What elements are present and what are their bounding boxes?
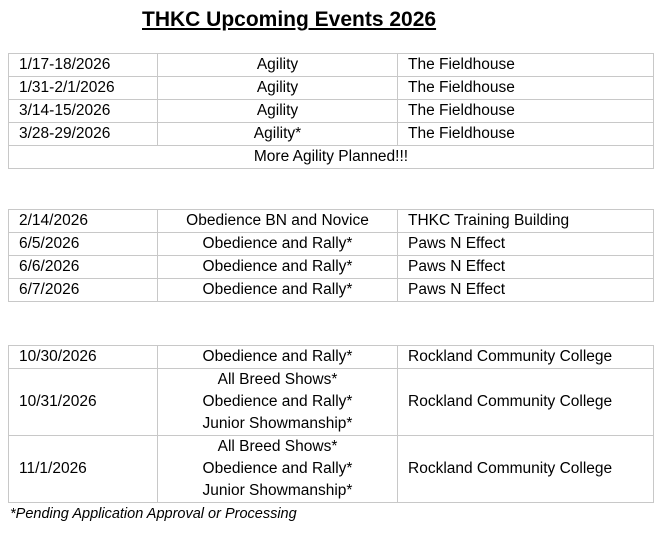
event-type: Agility* — [158, 123, 398, 146]
event-location: Rockland Community College — [398, 436, 654, 503]
table-row — [9, 436, 654, 503]
event-location: THKC Training Building — [398, 210, 654, 233]
event-date: 2/14/2026 — [9, 210, 158, 233]
table-row — [9, 146, 654, 169]
event-date: 10/31/2026 — [9, 369, 158, 436]
event-date: 3/28-29/2026 — [9, 123, 158, 146]
event-type: Agility — [158, 54, 398, 77]
event-date: 1/17-18/2026 — [9, 54, 158, 77]
event-location: Paws N Effect — [398, 233, 654, 256]
event-location: The Fieldhouse — [398, 100, 654, 123]
event-line: Junior Showmanship* — [202, 482, 353, 499]
footnote: *Pending Application Approval or Processing — [10, 506, 297, 522]
event-location: Paws N Effect — [398, 256, 654, 279]
table-row — [9, 123, 654, 146]
event-date: 11/1/2026 — [9, 436, 158, 503]
event-date: 1/31-2/1/2026 — [9, 77, 158, 100]
event-type: Obedience BN and Novice — [158, 210, 398, 233]
event-date: 6/7/2026 — [9, 279, 158, 302]
table-row — [9, 256, 654, 279]
table-row — [9, 100, 654, 123]
event-location: Paws N Effect — [398, 279, 654, 302]
event-line: Junior Showmanship* — [202, 415, 353, 432]
event-date: 10/30/2026 — [9, 346, 158, 369]
table-row — [9, 77, 654, 100]
event-type: Agility — [158, 100, 398, 123]
table-row — [9, 279, 654, 302]
more-agility-note: More Agility Planned!!! — [9, 146, 654, 169]
event-type: Obedience and Rally* — [158, 233, 398, 256]
table-row — [9, 233, 654, 256]
obedience-events-table — [8, 209, 654, 302]
event-types-multi — [158, 436, 398, 503]
event-line: All Breed Shows* — [217, 438, 338, 455]
event-line: All Breed Shows* — [217, 371, 338, 388]
event-type: Obedience and Rally* — [158, 256, 398, 279]
page-title: THKC Upcoming Events 2026 — [142, 8, 437, 31]
event-types-multi — [158, 369, 398, 436]
event-location: Rockland Community College — [398, 369, 654, 436]
table-row — [9, 210, 654, 233]
agility-events-table — [8, 53, 654, 169]
event-location: The Fieldhouse — [398, 77, 654, 100]
event-line: Obedience and Rally* — [202, 460, 353, 477]
event-type: Agility — [158, 77, 398, 100]
event-location: Rockland Community College — [398, 346, 654, 369]
table-row — [9, 54, 654, 77]
table-row — [9, 369, 654, 436]
table-row — [9, 346, 654, 369]
event-type: Obedience and Rally* — [158, 279, 398, 302]
event-type: Obedience and Rally* — [158, 346, 398, 369]
event-date: 6/6/2026 — [9, 256, 158, 279]
event-date: 3/14-15/2026 — [9, 100, 158, 123]
rockland-events-table — [8, 345, 654, 503]
event-location: The Fieldhouse — [398, 123, 654, 146]
event-date: 6/5/2026 — [9, 233, 158, 256]
event-line: Obedience and Rally* — [202, 393, 353, 410]
event-location: The Fieldhouse — [398, 54, 654, 77]
